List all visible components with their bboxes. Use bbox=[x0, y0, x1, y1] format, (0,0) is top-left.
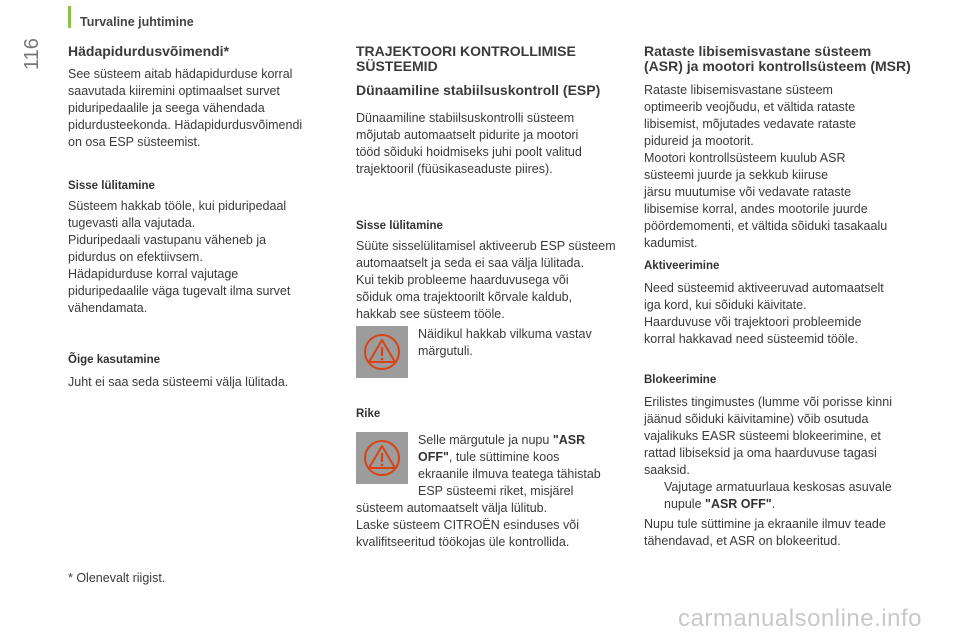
brake-assist-title: Hädapidurdusvõimendi* bbox=[68, 43, 230, 59]
esp-fault-heading: Rike bbox=[356, 408, 381, 420]
esp-subtitle: Dünaamiline stabiilsuskontroll (ESP) bbox=[356, 82, 601, 98]
section-title: Turvaline juhtimine bbox=[80, 15, 194, 29]
column-trajectory-control bbox=[356, 43, 631, 549]
esp-icon-text: Näidikul hakkab vilkuma vastav märgutuli. bbox=[418, 327, 592, 358]
esp-intro: Dünaamiline stabiilsuskontrolli süsteem mõjutab automaatselt pidurite ja mootori tööd sõiduki hoidmiseks juhi poolt valitud trajektooril (füüsikaseaduste piires). bbox=[356, 111, 582, 176]
asr-title-line1: Rataste libisemisvastane süsteem bbox=[644, 43, 872, 59]
activation-heading: Aktiveerimine bbox=[644, 260, 720, 272]
esp-on-heading: Sisse lülitamine bbox=[356, 220, 443, 232]
correct-use-heading: Õige kasutamine bbox=[68, 354, 161, 366]
accent-bar bbox=[68, 6, 71, 28]
brake-assist-intro: See süsteem aitab hädapidurduse korral saavutada kiiremini optimaalset survet piduripedaalile ja seega vähendada pidurdusteekonda. Hädapidurdusvõimendi on osa ESP süsteemist. bbox=[68, 67, 303, 149]
watermark: carmanualsonline.info bbox=[678, 605, 922, 632]
page-number: 116 bbox=[21, 38, 43, 70]
trajectory-title-line1: TRAJEKTOORI KONTROLLIMISE bbox=[356, 43, 576, 59]
esp-on-text: Süüte sisselülitamisel aktiveerub ESP süsteem automaatselt ja seda ei saa välja lülitada. Kui tekib probleeme haarduvusega või sõiduk oma trajektoorilt kõrvale kaldub, hakkab see süsteem tööle. bbox=[356, 239, 616, 321]
brake-assist-on-text: Süsteem hakkab tööle, kui piduripedaal tugevasti alla vajutada. Piduripedaali vastupanu väheneb ja pidurdus on efektiivsem. Hädapidurduse korral vajutage piduripedaalile väga tugevalt ilma survet vähendamata. bbox=[68, 199, 291, 315]
column-brake-assist bbox=[68, 43, 330, 389]
footnote: * Olenevalt riigist. bbox=[68, 571, 166, 585]
warning-lamp-icon-fault bbox=[356, 432, 408, 484]
trajectory-title-line2: SÜSTEEMID bbox=[356, 58, 438, 74]
bullet-marker-icon bbox=[644, 479, 664, 513]
correct-use-text: Juht ei saa seda süsteemi välja lülitada. bbox=[68, 375, 289, 389]
warning-lamp-icon bbox=[356, 326, 408, 378]
asr-intro: Rataste libisemisvastane süsteem optimeerib veojõudu, et vältida rataste libisemist, mõjutades vedavate rataste pidureid ja mootorit. Mootori kontrollsüsteem kuulub ASR süsteemi juurde ja sekkub kiiruse järsu muutumise või vedavate rataste libisemise korral, andes mootorile juurde pöördemomenti, et vältida sõiduki tasakaalu kadumist. bbox=[644, 83, 888, 250]
blocking-bullet: Vajutage armatuurlaua keskosas asuvale nupule "ASR OFF". bbox=[644, 479, 920, 513]
blocking-heading: Blokeerimine bbox=[644, 374, 717, 386]
esp-fault-tail: süsteem automaatselt välja lülitub. Laske süsteem CITROËN esinduses või kvalifitseeritud töökojas üle kontrollida. bbox=[356, 501, 580, 549]
brake-assist-on-heading: Sisse lülitamine bbox=[68, 180, 155, 192]
activation-text: Need süsteemid aktiveeruvad automaatselt iga kord, kui sõiduki käivitate. Haarduvuse või trajektoori probleemide korral hakkavad need süsteemid tööle. bbox=[644, 281, 884, 346]
asr-outro: Nupu tule süttimine ja ekraanile ilmuv teade tähendavad, et ASR on blokeeritud. bbox=[644, 517, 886, 548]
column-asr-msr bbox=[644, 43, 920, 548]
asr-title-line2: (ASR) ja mootori kontrollsüsteem (MSR) bbox=[644, 58, 911, 74]
esp-fault-text: Selle märgutule ja nupu "ASR OFF", tule süttimine koos ekraanile ilmuva teatega tähistab ESP süsteemi riket, misjärel bbox=[418, 433, 601, 498]
blocking-text: Erilistes tingimustes (lumme või porisse kinni jäänud sõiduki käivitamine) võib osutuda vajalikuks EASR süsteemi blokeerimine, et rattad libiseksid ja oma haarduvuse tagasi saaksid. Vajutage armatuurlaua keskosas asuvale nupule "ASR OFF". bbox=[644, 394, 920, 513]
